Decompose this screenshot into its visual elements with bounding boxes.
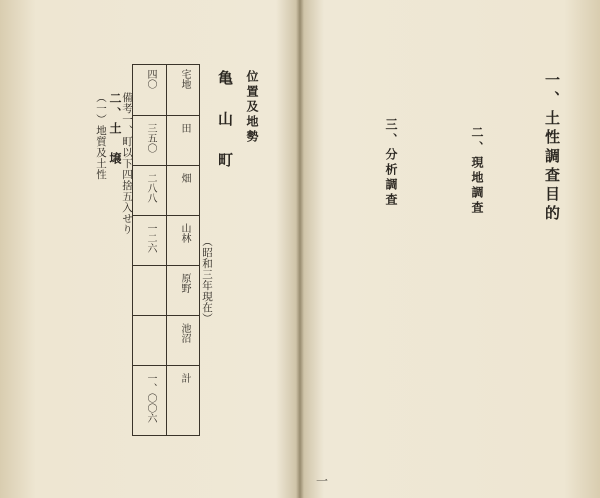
table-value-cell: 二八八 bbox=[145, 173, 156, 203]
soil-subheading: （一）地質及土性 bbox=[95, 92, 107, 180]
section-heading-location: 位置及地勢 bbox=[245, 70, 259, 145]
soil-heading: 二、土 壌 bbox=[108, 92, 122, 167]
table-header-cell: 山林 bbox=[179, 223, 190, 243]
table-header-cell: 宅地 bbox=[179, 69, 190, 89]
heading-field-survey: 二、現地調査 bbox=[470, 126, 484, 216]
town-title: 亀 山 町 bbox=[216, 70, 234, 171]
table-header-cell: 原野 bbox=[179, 273, 190, 293]
land-use-table bbox=[132, 64, 200, 436]
table-value-cell: 一二六 bbox=[145, 223, 156, 253]
right-page bbox=[300, 0, 600, 498]
table-note: 備考一、町以下四捨五入せり bbox=[121, 92, 133, 235]
table-value-cell: 一、〇〇六 bbox=[145, 373, 156, 423]
table-caption: （昭和三年現在） bbox=[201, 236, 213, 324]
table-value-cell: 四〇 bbox=[145, 69, 156, 89]
heading-main: 一、土性調査目的 bbox=[543, 72, 561, 224]
page-number: 一 bbox=[316, 474, 329, 488]
table-header-cell: 池沼 bbox=[179, 323, 190, 343]
table-header-cell: 畑 bbox=[179, 173, 190, 183]
table-header-cell: 田 bbox=[179, 123, 190, 133]
table-value-cell: 三五〇 bbox=[145, 123, 156, 153]
heading-analysis: 三、分析調査 bbox=[384, 118, 398, 208]
table-header-cell: 計 bbox=[179, 373, 190, 383]
